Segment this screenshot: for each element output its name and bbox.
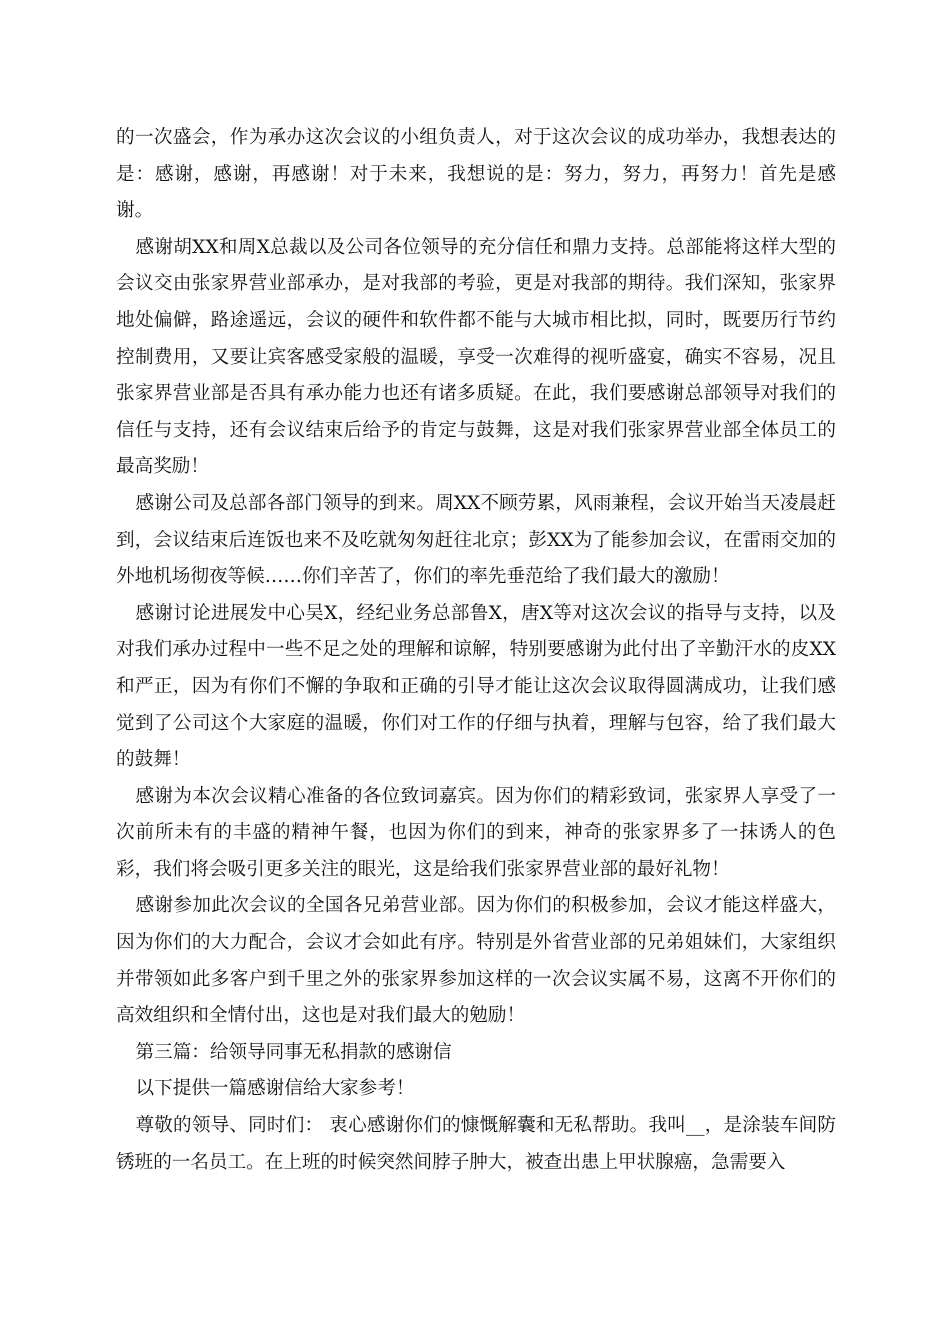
paragraph-thanks-departments: 感谢公司及总部各部门领导的到来。周XX不顾劳累，风雨兼程，会议开始当天凌晨赶到，会议结束后连饭也来不及吃就匆匆赶往北京；彭XX为了能参加会议，在雷雨交加的外地机场彻夜等候……你们辛苦了，你们的率先垂范给了我们最大的激励！ <box>116 492 836 588</box>
paragraph-thanks-branches: 感谢参加此次会议的全国各兄弟营业部。因为你们的积极参加，会议才能这样盛大，因为你们的大力配合，会议才会如此有序。特别是外省营业部的兄弟姐妹们，大家组织并带领如此多客户到千里之外的张家界参加这样的一次会议实属不易，这离不开你们的高效组织和全情付出，这也是对我们最大的勉励！ <box>116 895 836 1027</box>
paragraph-thanks-guidance: 感谢讨论进展发中心吴X，经纪业务总部鲁X，唐X等对这次会议的指导与支持，以及对我们承办过程中一些不足之处的理解和谅解，特别要感谢为此付出了辛勤汗水的皮XX和严正，因为有你们不懈的争取和正确的引导才能让这次会议取得圆满成功，让我们感觉到了公司这个大家庭的温暖，你们对工作的仔细与执着，理解与包容，给了我们最大的鼓舞！ <box>116 602 836 771</box>
paragraph-thanks-guests: 感谢为本次会议精心准备的各位致词嘉宾。因为你们的精彩致词，张家界人享受了一次前所未有的丰盛的精神午餐，也因为你们的到来，神奇的张家界多了一抹诱人的色彩，我们将会吸引更多关注的眼光，这是给我们张家界营业部的最好礼物！ <box>116 785 836 880</box>
paragraph-letter: 尊敬的领导、同时们： 衷心感谢你们的慷慨解囊和无私帮助。我叫__，是涂装车间防锈班的一名员工。在上班的时候突然间脖子肿大，被查出患上甲状腺癌，急需要入 <box>116 1115 836 1173</box>
section-heading: 第三篇：给领导同事无私捐款的感谢信 <box>135 1041 452 1063</box>
paragraph-continuation: 的一次盛会，作为承办这次会议的小组负责人，对于这次会议的成功举办，我想表达的是：感谢，感谢，再感谢！对于未来，我想说的是：努力，努力，再努力！首先是感谢。 <box>116 127 836 222</box>
paragraph-thanks-leaders: 感谢胡XX和周X总裁以及公司各位领导的充分信任和鼎力支持。总部能将这样大型的会议交由张家界营业部承办，是对我部的考验，更是对我部的期待。我们深知，张家界地处偏僻，路途遥远，会议的硬件和软件都不能与大城市相比拟，同时，既要历行节约控制费用，又要让宾客感受家般的温暖，享受一次难得的视听盛宴，确实不容易，况且张家界营业部是否具有承办能力也还有诸多质疑。在此，我们要感谢总部领导对我们的信任与支持，还有会议结束后给予的肯定与鼓舞，这是对我们张家界营业部全体员工的最高奖励！ <box>116 236 836 478</box>
document-page <box>116 120 836 1181</box>
paragraph-intro: 以下提供一篇感谢信给大家参考！ <box>135 1078 415 1100</box>
